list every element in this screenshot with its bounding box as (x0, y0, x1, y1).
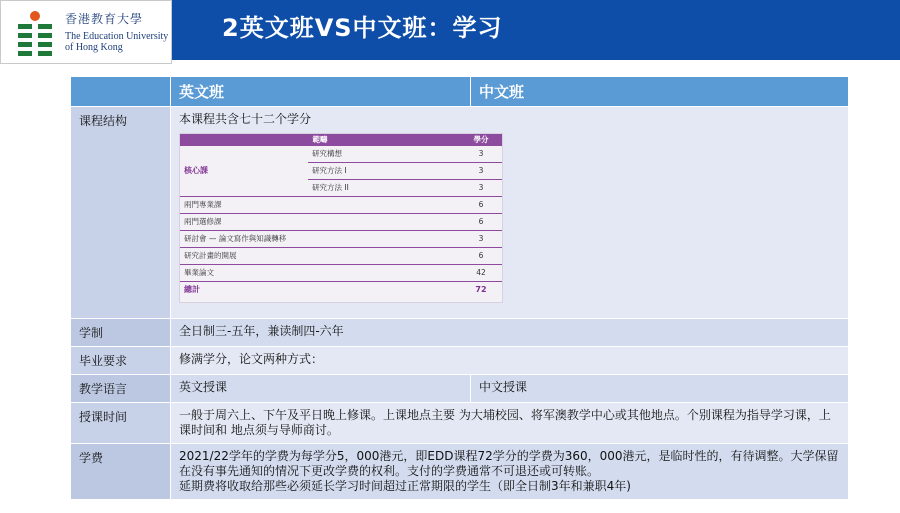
slide-title: 2英文班VS中文班：学习 (222, 14, 503, 42)
credit-item-credits: 6 (460, 214, 502, 231)
row-label-fees: 学费 (71, 444, 171, 500)
language-chinese: 中文授课 (471, 375, 849, 403)
credit-item-credits: 3 (460, 163, 502, 180)
structure-cell (171, 107, 849, 319)
credit-row (180, 248, 502, 265)
credit-item-name: 兩門選修課 (180, 214, 460, 231)
row-label-language: 教学语言 (71, 375, 171, 403)
credit-row (180, 197, 502, 214)
schedule-text: 一般于周六上、下午及平日晚上修课。上课地点主要 为大埔校园、将军澳教学中心或其他地点。个别课程为指导学习课，上课时间和 地点须与导师商讨。 (171, 403, 849, 444)
table-row-graduation (71, 347, 849, 375)
credit-core-label: 核心課 (180, 146, 308, 197)
credit-item-name: 研究計畫的開展 (180, 248, 460, 265)
credit-item-name: 畢業論文 (180, 265, 460, 282)
table-row-system (71, 319, 849, 347)
language-english: 英文授课 (171, 375, 471, 403)
credit-header-credits: 學分 (460, 134, 502, 146)
graduation-text: 修满学分，论文两种方式： (171, 347, 849, 375)
credit-row (180, 231, 502, 248)
credit-item-name: 研究方法 I (308, 163, 460, 180)
structure-text: 本课程共含七十二个学分 (179, 112, 312, 126)
table-row-structure (71, 107, 849, 319)
credit-total-row (180, 282, 502, 299)
credit-item-credits: 6 (460, 248, 502, 265)
row-label-structure: 课程结构 (71, 107, 171, 319)
column-header-chinese: 中文班 (471, 77, 849, 107)
fees-text-main: 2021/22学年的学费为每学分5，000港元，即EDD课程72学分的学费为360，000港元，是临时性的，有待调整。大学保留在没有事先通知的情况下更改学费的权利。支付的学费通常不可退还或可转账。 (179, 449, 839, 478)
credit-item-credits: 3 (460, 146, 502, 163)
header-empty-cell (71, 77, 171, 107)
table-row-fees (71, 444, 849, 500)
university-emblem-icon (15, 9, 55, 57)
fees-text-extension: 延期费将收取给那些必须延长学习时间超过正常期限的学生（即全日制3年和兼职4年) (179, 479, 631, 493)
credit-item-name: 研究方法 II (308, 180, 460, 197)
credit-item-credits: 3 (460, 180, 502, 197)
table-header-row (71, 77, 849, 107)
fees-cell (171, 444, 849, 500)
row-label-graduation: 毕业要求 (71, 347, 171, 375)
credit-item-credits: 6 (460, 197, 502, 214)
credit-total-value: 72 (475, 285, 487, 294)
credit-table-image (179, 133, 503, 303)
credit-item-name: 研究構想 (308, 146, 460, 163)
system-text: 全日制三-五年，兼读制四-六年 (171, 319, 849, 347)
credit-item-name: 兩門專業課 (180, 197, 460, 214)
credit-item-credits: 3 (460, 231, 502, 248)
table-row-schedule (71, 403, 849, 444)
logo-english-name: The Education University of Hong Kong (65, 31, 169, 53)
credit-row (180, 214, 502, 231)
credit-total-label: 總計 (184, 285, 200, 294)
credit-table (180, 134, 502, 298)
credit-header-scope: 範疇 (180, 134, 460, 146)
credit-table-header (180, 134, 502, 146)
column-header-english: 英文班 (171, 77, 471, 107)
credit-item-name: 研討會 — 論文寫作與知識轉移 (180, 231, 460, 248)
table-row-language (71, 375, 849, 403)
row-label-schedule: 授课时间 (71, 403, 171, 444)
university-logo (0, 0, 172, 64)
credit-item-credits: 42 (460, 265, 502, 282)
comparison-table (70, 76, 849, 500)
credit-row-core-1 (180, 146, 502, 163)
row-label-system: 学制 (71, 319, 171, 347)
credit-row (180, 265, 502, 282)
logo-chinese-name: 香港教育大學 (65, 12, 144, 26)
